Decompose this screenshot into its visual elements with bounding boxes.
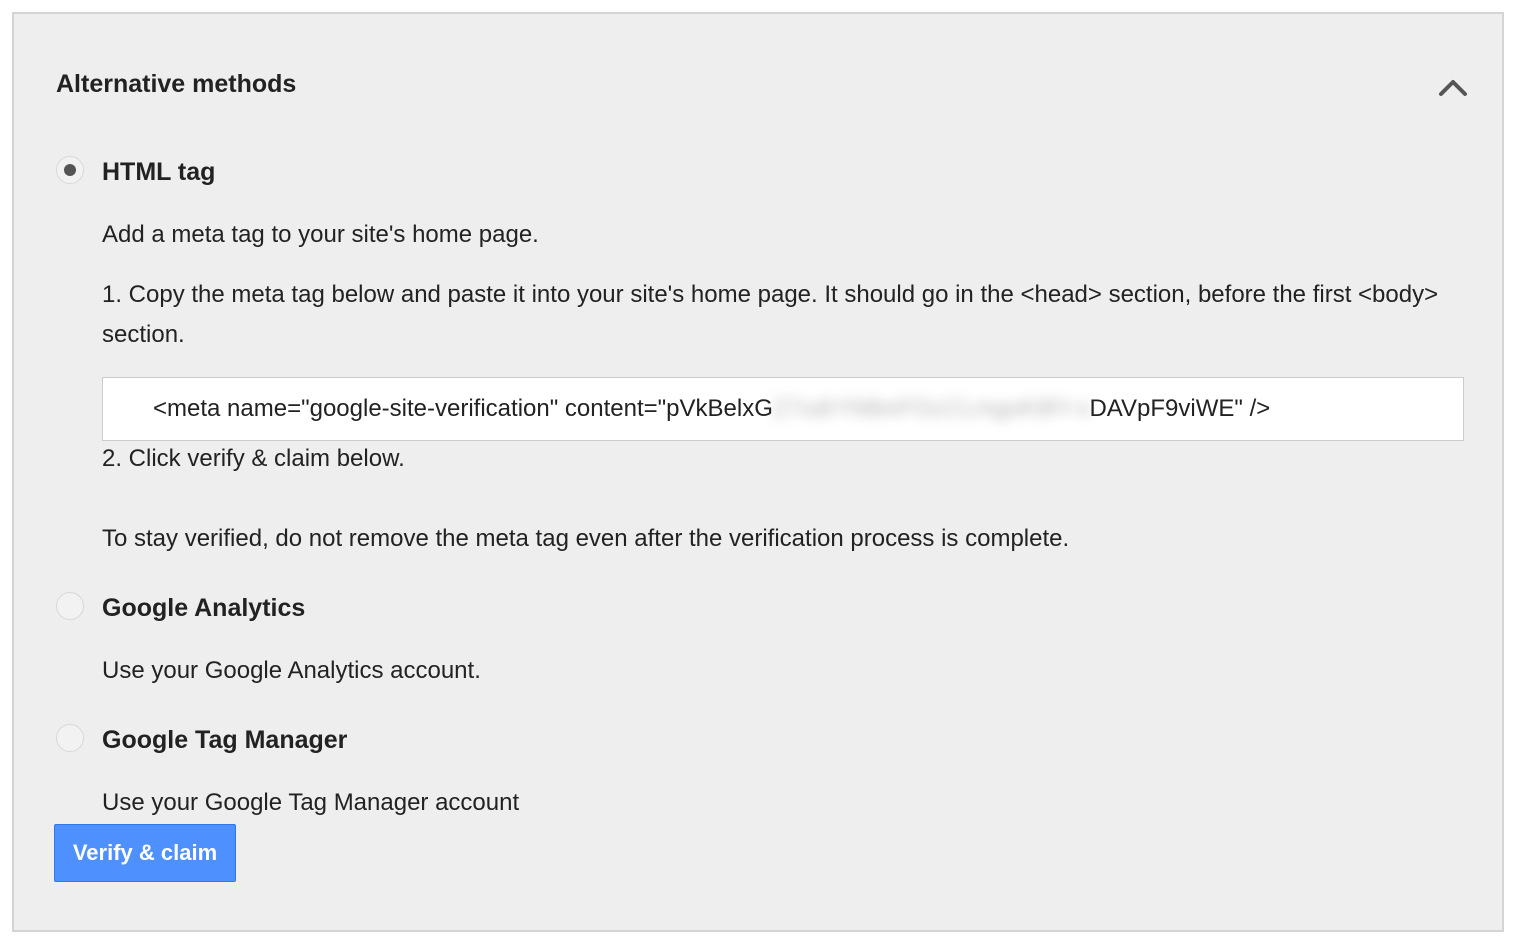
radio-google-analytics[interactable] bbox=[56, 592, 84, 620]
option-label-google-analytics[interactable]: Google Analytics bbox=[102, 594, 306, 622]
verify-and-claim-button[interactable]: Verify & claim bbox=[54, 824, 236, 882]
meta-tag-field[interactable] bbox=[102, 377, 1464, 441]
meta-tag-suffix: DAVpF9viWE" /> bbox=[1089, 395, 1271, 422]
radio-selected-dot bbox=[64, 164, 76, 176]
radio-google-tag-manager[interactable] bbox=[56, 724, 84, 752]
html-tag-step-2: 2. Click verify & claim below. bbox=[102, 445, 405, 472]
alternative-methods-panel bbox=[12, 12, 1504, 932]
html-tag-step-1: 1. Copy the meta tag below and paste it into your site's home page. It should go in the <head> section, before the first <body> section. bbox=[102, 281, 1439, 348]
google-tag-manager-description: Use your Google Tag Manager account bbox=[102, 789, 520, 816]
html-tag-note: To stay verified, do not remove the meta tag even after the verification process is complete. bbox=[102, 525, 1070, 552]
option-label-google-tag-manager[interactable]: Google Tag Manager bbox=[102, 726, 348, 754]
meta-tag-redacted: Z7udrYMbnFGcCLmgoK8lY-s bbox=[772, 395, 1090, 422]
html-tag-description: Add a meta tag to your site's home page. bbox=[102, 221, 539, 248]
panel-title: Alternative methods bbox=[56, 70, 297, 98]
chevron-up-icon[interactable] bbox=[1438, 76, 1468, 98]
option-label-html-tag[interactable]: HTML tag bbox=[102, 158, 216, 186]
google-analytics-description: Use your Google Analytics account. bbox=[102, 657, 481, 684]
meta-tag-prefix: <meta name="google-site-verification" content="pVkBelxG bbox=[153, 395, 773, 422]
radio-html-tag[interactable] bbox=[56, 156, 84, 184]
